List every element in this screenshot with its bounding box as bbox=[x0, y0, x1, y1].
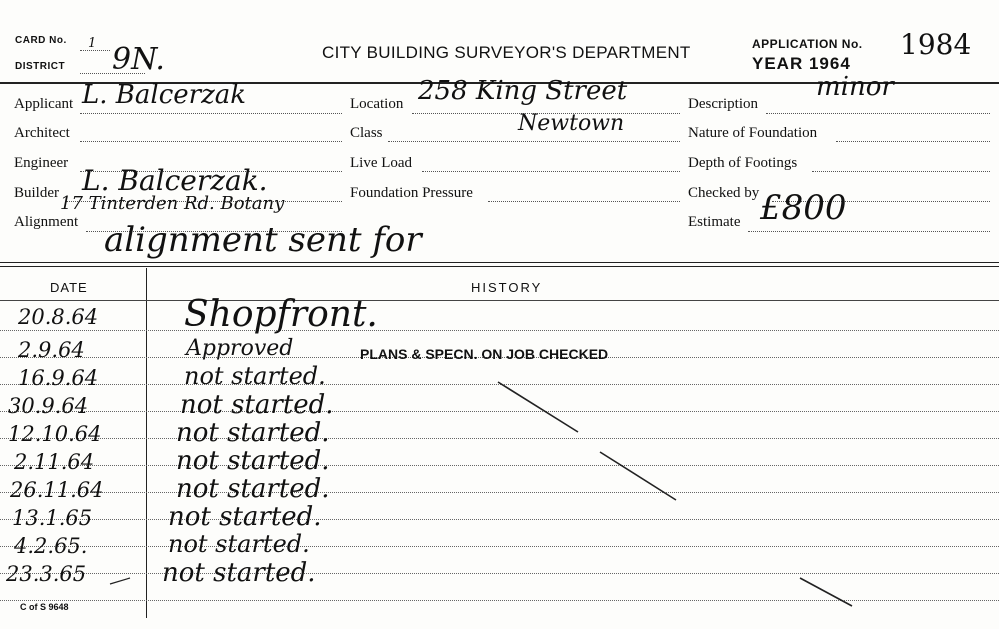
pen-stroke bbox=[110, 578, 130, 584]
history-entry: not started. bbox=[176, 446, 330, 476]
history-entry: not started. bbox=[176, 418, 330, 448]
history-date: 20.8.64 bbox=[18, 305, 99, 329]
district-label: DISTRICT bbox=[15, 61, 66, 72]
alignment-label: Alignment bbox=[14, 214, 79, 230]
date-column-header: DATE bbox=[50, 280, 88, 295]
history-date: 13.1.65 bbox=[12, 506, 93, 530]
history-entry: not started. bbox=[168, 502, 322, 532]
estimate-label: Estimate bbox=[688, 214, 741, 230]
estimate-value: £800 bbox=[760, 188, 847, 228]
district-value: 9N. bbox=[112, 42, 165, 77]
card-no-label: CARD No. bbox=[15, 35, 67, 46]
alignment-value: alignment sent for bbox=[104, 220, 422, 260]
builder-value: L. Balcerzak. bbox=[82, 164, 268, 197]
history-column-header: HISTORY bbox=[471, 280, 543, 295]
history-entry: not started. bbox=[162, 558, 316, 588]
builder-label: Builder bbox=[14, 185, 59, 201]
year-label: YEAR 1964 bbox=[752, 54, 851, 73]
pen-stroke bbox=[600, 452, 676, 500]
history-date: 2.11.64 bbox=[14, 450, 95, 474]
history-entry: not started. bbox=[180, 390, 334, 420]
history-entry: Shopfront. bbox=[184, 294, 378, 335]
history-entry: Approved bbox=[186, 336, 294, 361]
history-date: 4.2.65. bbox=[14, 534, 88, 558]
nature-of-foundation-label: Nature of Foundation bbox=[688, 125, 818, 141]
history-date: 23.3.65 bbox=[6, 562, 87, 586]
form-code: C of S 9648 bbox=[20, 602, 69, 612]
card-no-value: 1 bbox=[88, 36, 97, 51]
history-date: 26.11.64 bbox=[10, 478, 104, 502]
pen-stroke bbox=[800, 578, 852, 606]
builder-address: 17 Tinterden Rd. Botany bbox=[60, 193, 285, 214]
application-no-label: APPLICATION No. bbox=[752, 37, 863, 51]
department-title: CITY BUILDING SURVEYOR'S DEPARTMENT bbox=[322, 43, 691, 62]
foundation-pressure-label: Foundation Pressure bbox=[350, 185, 473, 201]
depth-of-footings-label: Depth of Footings bbox=[688, 155, 798, 171]
location-value: 258 King Street bbox=[418, 76, 628, 106]
history-date: 30.9.64 bbox=[8, 394, 89, 418]
location-value-suburb: Newtown bbox=[518, 111, 625, 136]
history-date: 12.10.64 bbox=[8, 422, 102, 446]
engineer-label: Engineer bbox=[14, 155, 69, 171]
description-label: Description bbox=[688, 96, 758, 112]
description-value: minor bbox=[816, 72, 894, 102]
history-date: 2.9.64 bbox=[18, 338, 85, 362]
applicant-label: Applicant bbox=[14, 96, 74, 112]
history-entry: not started. bbox=[168, 530, 310, 558]
history-stamp-note: PLANS & SPECN. ON JOB CHECKED bbox=[360, 346, 609, 362]
history-entry: not started. bbox=[184, 362, 326, 390]
application-no-value: 1984 bbox=[900, 28, 972, 61]
checked-by-label: Checked by bbox=[688, 185, 760, 201]
live-load-label: Live Load bbox=[350, 155, 413, 171]
class-label: Class bbox=[350, 125, 383, 141]
location-label: Location bbox=[350, 96, 404, 112]
architect-label: Architect bbox=[14, 125, 70, 141]
history-date: 16.9.64 bbox=[18, 366, 99, 390]
pen-stroke bbox=[498, 382, 578, 432]
applicant-value: L. Balcerzak bbox=[82, 80, 247, 110]
history-entry: not started. bbox=[176, 474, 330, 504]
